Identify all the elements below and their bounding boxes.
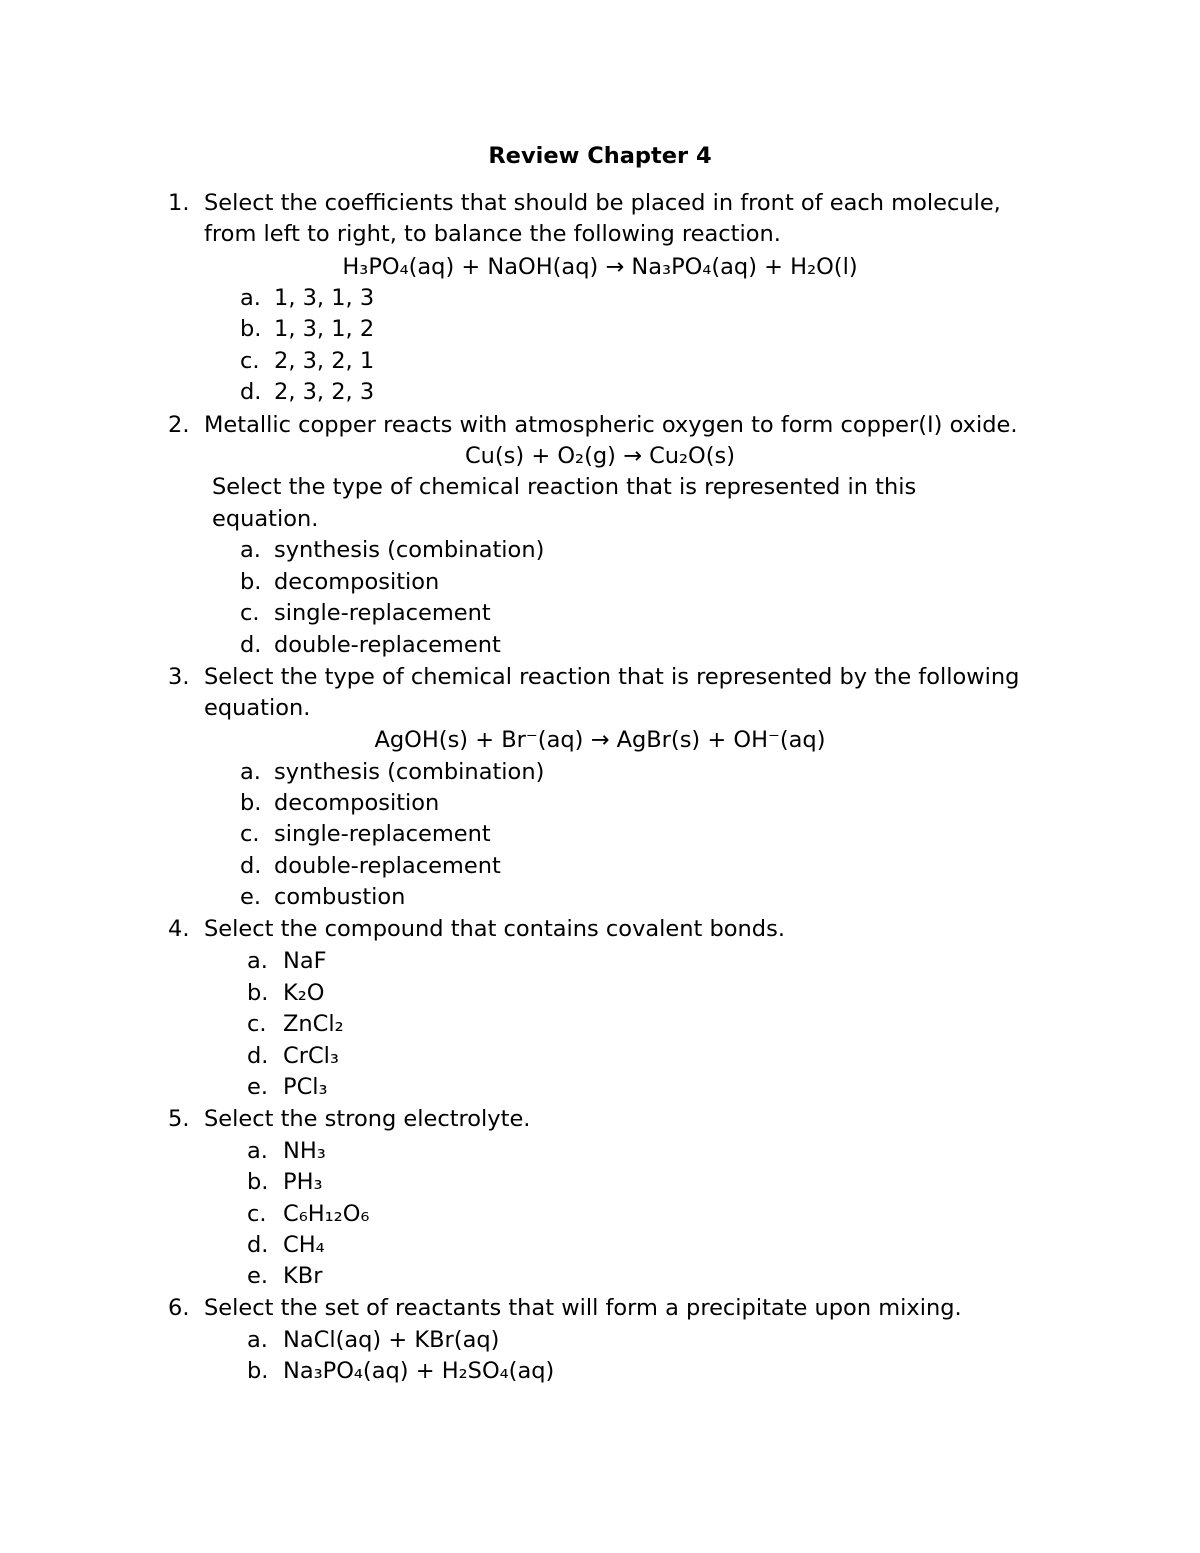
option-text: single-replacement: [274, 600, 491, 626]
option-letter: a.: [240, 537, 261, 563]
question-prompt: equation.: [212, 506, 319, 532]
option-text: Na₃PO₄(aq) + H₂SO₄(aq): [283, 1358, 555, 1384]
question-number: 3.: [168, 664, 190, 690]
question-number: 5.: [168, 1106, 190, 1132]
option-letter: b.: [240, 316, 262, 342]
chemical-equation: H₃PO₄(aq) + NaOH(aq) → Na₃PO₄(aq) + H₂O(l): [342, 254, 858, 280]
option-letter: b.: [240, 569, 262, 595]
option-text: C₆H₁₂O₆: [283, 1201, 370, 1227]
option-letter: c.: [240, 600, 260, 626]
option-letter: b.: [247, 1358, 269, 1384]
option-text: NaCl(aq) + KBr(aq): [283, 1327, 500, 1353]
option-text: decomposition: [274, 790, 440, 816]
option-text: synthesis (combination): [274, 537, 545, 563]
option-text: 1, 3, 1, 2: [274, 316, 375, 342]
option-letter: d.: [247, 1232, 269, 1258]
option-text: PH₃: [283, 1169, 323, 1195]
option-text: double-replacement: [274, 853, 501, 879]
option-text: PCl₃: [283, 1074, 328, 1100]
option-text: 2, 3, 2, 1: [274, 348, 375, 374]
option-letter: c.: [247, 1201, 267, 1227]
question-number: 4.: [168, 916, 190, 942]
question-text: Select the type of chemical reaction that is represented by the following: [204, 664, 1020, 690]
option-letter: d.: [240, 379, 262, 405]
question-text: from left to right, to balance the following reaction.: [204, 221, 781, 247]
question-text: Select the coefficients that should be placed in front of each molecule,: [204, 190, 1001, 216]
question-number: 6.: [168, 1295, 190, 1321]
option-text: CH₄: [283, 1232, 325, 1258]
option-text: CrCl₃: [283, 1043, 339, 1069]
option-letter: d.: [247, 1043, 269, 1069]
option-text: 1, 3, 1, 3: [274, 285, 375, 311]
option-text: ZnCl₂: [283, 1011, 344, 1037]
option-letter: c.: [240, 348, 260, 374]
option-letter: b.: [247, 1169, 269, 1195]
option-text: synthesis (combination): [274, 759, 545, 785]
option-letter: a.: [247, 1327, 268, 1353]
question-number: 2.: [168, 412, 190, 438]
option-letter: e.: [240, 884, 261, 910]
page-title: Review Chapter 4: [488, 143, 712, 169]
chemical-equation: AgOH(s) + Br⁻(aq) → AgBr(s) + OH⁻(aq): [374, 727, 826, 753]
chemical-equation: Cu(s) + O₂(g) → Cu₂O(s): [464, 443, 736, 469]
option-letter: e.: [247, 1263, 268, 1289]
option-text: NH₃: [283, 1138, 326, 1164]
option-text: single-replacement: [274, 821, 491, 847]
question-number: 1.: [168, 190, 190, 216]
question-text: equation.: [204, 695, 311, 721]
option-letter: b.: [247, 980, 269, 1006]
option-letter: c.: [240, 821, 260, 847]
question-text: Select the set of reactants that will form a precipitate upon mixing.: [204, 1295, 962, 1321]
option-letter: c.: [247, 1011, 267, 1037]
option-letter: d.: [240, 853, 262, 879]
option-text: decomposition: [274, 569, 440, 595]
option-text: combustion: [274, 884, 406, 910]
option-letter: a.: [240, 285, 261, 311]
option-letter: a.: [240, 759, 261, 785]
question-prompt: Select the type of chemical reaction that is represented in this: [212, 474, 917, 500]
option-text: double-replacement: [274, 632, 501, 658]
option-text: K₂O: [283, 980, 325, 1006]
question-text: Select the strong electrolyte.: [204, 1106, 531, 1132]
option-letter: e.: [247, 1074, 268, 1100]
option-letter: b.: [240, 790, 262, 816]
option-text: KBr: [283, 1263, 323, 1289]
option-text: NaF: [283, 948, 327, 974]
question-text: Metallic copper reacts with atmospheric oxygen to form copper(I) oxide.: [204, 412, 1018, 438]
option-text: 2, 3, 2, 3: [274, 379, 375, 405]
option-letter: a.: [247, 1138, 268, 1164]
question-text: Select the compound that contains covalent bonds.: [204, 916, 785, 942]
option-letter: a.: [247, 948, 268, 974]
option-letter: d.: [240, 632, 262, 658]
